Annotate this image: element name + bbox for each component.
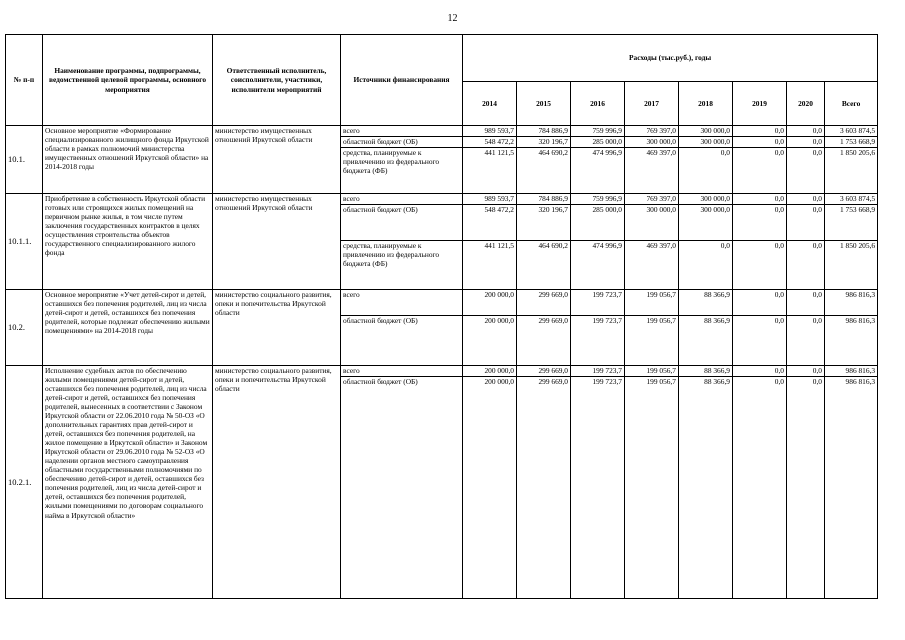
cell-value: 0,0 bbox=[733, 366, 787, 377]
cell-value: 441 121,5 bbox=[463, 241, 517, 290]
cell-value: 0,0 bbox=[733, 377, 787, 599]
cell-value: 88 366,9 bbox=[679, 316, 733, 366]
header-year: 2017 bbox=[625, 82, 679, 126]
cell-value: 320 196,7 bbox=[517, 205, 571, 241]
row-source: всего bbox=[341, 126, 463, 137]
row-code: 10.2. bbox=[6, 290, 43, 366]
cell-value: 200 000,0 bbox=[463, 366, 517, 377]
cell-total: 986 816,3 bbox=[825, 290, 878, 316]
header-total: Всего bbox=[825, 82, 878, 126]
cell-value: 759 996,9 bbox=[571, 126, 625, 137]
cell-value: 200 000,0 bbox=[463, 377, 517, 599]
cell-value: 0,0 bbox=[733, 137, 787, 148]
cell-total: 986 816,3 bbox=[825, 377, 878, 599]
cell-value: 299 669,0 bbox=[517, 377, 571, 599]
cell-value: 299 669,0 bbox=[517, 366, 571, 377]
cell-value: 0,0 bbox=[733, 241, 787, 290]
cell-value: 0,0 bbox=[787, 316, 825, 366]
row-name: Исполнение судебных актов по обеспечению жилыми помещениями детей-сирот и детей, оставшихся без попечения родителей, лиц из числа детей-сирот и детей, оставшихся без попечения родителей, вынесенных в соответствии с Законом Иркутской области от 22.06.2010 года № 50-ОЗ «О дополнительных гарантиях прав детей-сирот и детей, оставшихся без попечения родителей, на жилое помещение в Иркутской области» и Законом Иркутской области от 29.06.2010 года № 52-ОЗ «О наделении органов местного самоуправления областными государственными полномочиями по обеспечению детей-сирот и детей, оставшихся без попечения родителей, лиц из числа детей-сирот и детей, оставшихся без попечения родителей, жилыми помещениями по договорам социального найма в Иркутской области» bbox=[43, 366, 213, 599]
row-responsible: министерство социального развития, опеки и попечительства Иркутской области bbox=[213, 290, 341, 366]
cell-value: 88 366,9 bbox=[679, 377, 733, 599]
cell-value: 199 056,7 bbox=[625, 366, 679, 377]
cell-value: 0,0 bbox=[679, 241, 733, 290]
row-code: 10.1.1. bbox=[6, 194, 43, 290]
cell-value: 285 000,0 bbox=[571, 205, 625, 241]
row-code: 10.2.1. bbox=[6, 366, 43, 599]
cell-value: 200 000,0 bbox=[463, 316, 517, 366]
cell-value: 0,0 bbox=[787, 366, 825, 377]
header-year: 2016 bbox=[571, 82, 625, 126]
cell-value: 320 196,7 bbox=[517, 137, 571, 148]
cell-total: 1 850 205,6 bbox=[825, 148, 878, 194]
row-name: Приобретение в собственность Иркутской области готовых или строящихся жилых помещений на первичном рынке жилья, в том числе путем заключения государственных контрактов в целях осуществления строительства объектов государственного специализированного жилого фонда bbox=[43, 194, 213, 290]
header-year: 2014 bbox=[463, 82, 517, 126]
cell-value: 199 056,7 bbox=[625, 316, 679, 366]
cell-value: 0,0 bbox=[733, 126, 787, 137]
cell-value: 0,0 bbox=[787, 377, 825, 599]
cell-value: 199 723,7 bbox=[571, 316, 625, 366]
cell-value: 0,0 bbox=[679, 148, 733, 194]
cell-value: 0,0 bbox=[733, 316, 787, 366]
header-year: 2020 bbox=[787, 82, 825, 126]
table-row bbox=[6, 290, 878, 316]
table-row bbox=[6, 126, 878, 137]
table-row bbox=[6, 366, 878, 377]
cell-value: 300 000,0 bbox=[625, 205, 679, 241]
cell-value: 200 000,0 bbox=[463, 290, 517, 316]
expenses-table bbox=[5, 34, 878, 599]
cell-value: 441 121,5 bbox=[463, 148, 517, 194]
row-source: областной бюджет (ОБ) bbox=[341, 205, 463, 241]
cell-total: 986 816,3 bbox=[825, 366, 878, 377]
cell-value: 300 000,0 bbox=[625, 137, 679, 148]
header-num: № п-п bbox=[6, 35, 43, 126]
cell-value: 989 593,7 bbox=[463, 126, 517, 137]
cell-value: 769 397,0 bbox=[625, 194, 679, 205]
cell-value: 88 366,9 bbox=[679, 290, 733, 316]
cell-total: 3 603 874,5 bbox=[825, 126, 878, 137]
header-year: 2018 bbox=[679, 82, 733, 126]
cell-value: 199 056,7 bbox=[625, 377, 679, 599]
cell-value: 0,0 bbox=[787, 241, 825, 290]
cell-value: 0,0 bbox=[787, 137, 825, 148]
row-responsible: министерство имущественных отношений Иркутской области bbox=[213, 194, 341, 290]
row-source: всего bbox=[341, 290, 463, 316]
page-number: 12 bbox=[447, 13, 458, 24]
cell-value: 469 397,0 bbox=[625, 241, 679, 290]
table-row bbox=[6, 194, 878, 205]
cell-value: 474 996,9 bbox=[571, 241, 625, 290]
cell-value: 784 886,9 bbox=[517, 194, 571, 205]
cell-value: 285 000,0 bbox=[571, 137, 625, 148]
header-resp: Ответственный исполнитель, соисполнители, участники, исполнители мероприятий bbox=[213, 35, 341, 126]
cell-value: 0,0 bbox=[787, 126, 825, 137]
cell-value: 469 397,0 bbox=[625, 148, 679, 194]
row-source: всего bbox=[341, 366, 463, 377]
cell-value: 199 723,7 bbox=[571, 366, 625, 377]
cell-value: 0,0 bbox=[733, 148, 787, 194]
cell-value: 0,0 bbox=[733, 205, 787, 241]
row-source: средства, планируемые к привлечению из федерального бюджета (ФБ) bbox=[341, 148, 463, 194]
cell-value: 299 669,0 bbox=[517, 290, 571, 316]
cell-total: 986 816,3 bbox=[825, 316, 878, 366]
cell-value: 0,0 bbox=[787, 148, 825, 194]
header-year: 2019 bbox=[733, 82, 787, 126]
cell-value: 299 669,0 bbox=[517, 316, 571, 366]
row-responsible: министерство имущественных отношений Иркутской области bbox=[213, 126, 341, 194]
cell-value: 199 056,7 bbox=[625, 290, 679, 316]
header-year: 2015 bbox=[517, 82, 571, 126]
cell-total: 3 603 874,5 bbox=[825, 194, 878, 205]
cell-total: 1 850 205,6 bbox=[825, 241, 878, 290]
cell-value: 0,0 bbox=[787, 205, 825, 241]
row-source: областной бюджет (ОБ) bbox=[341, 137, 463, 148]
cell-value: 474 996,9 bbox=[571, 148, 625, 194]
header-name: Наименование программы, подпрограммы, ведомственной целевой программы, основного мероприятия bbox=[43, 35, 213, 126]
row-source: областной бюджет (ОБ) bbox=[341, 316, 463, 366]
cell-value: 548 472,2 bbox=[463, 137, 517, 148]
row-name: Основное мероприятие «Учет детей-сирот и детей, оставшихся без попечения родителей, лиц из числа детей-сирот и детей, оставшихся без попечения родителей, которые подлежат обеспечению жилыми помещениями» на 2014-2018 годы bbox=[43, 290, 213, 366]
cell-value: 759 996,9 bbox=[571, 194, 625, 205]
header-expenses: Расходы (тыс.руб.), годы bbox=[463, 35, 878, 82]
cell-total: 1 753 668,9 bbox=[825, 205, 878, 241]
row-source: всего bbox=[341, 194, 463, 205]
cell-value: 0,0 bbox=[733, 194, 787, 205]
row-name: Основное мероприятие «Формирование специализированного жилищного фонда Иркутской области в рамках полномочий министерства имущественных отношений Иркутской области» на 2014-2018 годы bbox=[43, 126, 213, 194]
row-responsible: министерство социального развития, опеки и попечительства Иркутской области bbox=[213, 366, 341, 599]
cell-value: 199 723,7 bbox=[571, 377, 625, 599]
header-source: Источники финансирования bbox=[341, 35, 463, 126]
cell-value: 548 472,2 bbox=[463, 205, 517, 241]
cell-value: 0,0 bbox=[733, 290, 787, 316]
cell-value: 300 000,0 bbox=[679, 126, 733, 137]
cell-value: 199 723,7 bbox=[571, 290, 625, 316]
cell-value: 464 690,2 bbox=[517, 241, 571, 290]
cell-value: 300 000,0 bbox=[679, 194, 733, 205]
cell-value: 769 397,0 bbox=[625, 126, 679, 137]
cell-value: 0,0 bbox=[787, 290, 825, 316]
row-source: средства, планируемые к привлечению из федерального бюджета (ФБ) bbox=[341, 241, 463, 290]
cell-value: 0,0 bbox=[787, 194, 825, 205]
cell-value: 88 366,9 bbox=[679, 366, 733, 377]
row-code: 10.1. bbox=[6, 126, 43, 194]
cell-value: 300 000,0 bbox=[679, 205, 733, 241]
cell-value: 989 593,7 bbox=[463, 194, 517, 205]
cell-value: 300 000,0 bbox=[679, 137, 733, 148]
cell-value: 464 690,2 bbox=[517, 148, 571, 194]
cell-total: 1 753 668,9 bbox=[825, 137, 878, 148]
cell-value: 784 886,9 bbox=[517, 126, 571, 137]
row-source: областной бюджет (ОБ) bbox=[341, 377, 463, 599]
